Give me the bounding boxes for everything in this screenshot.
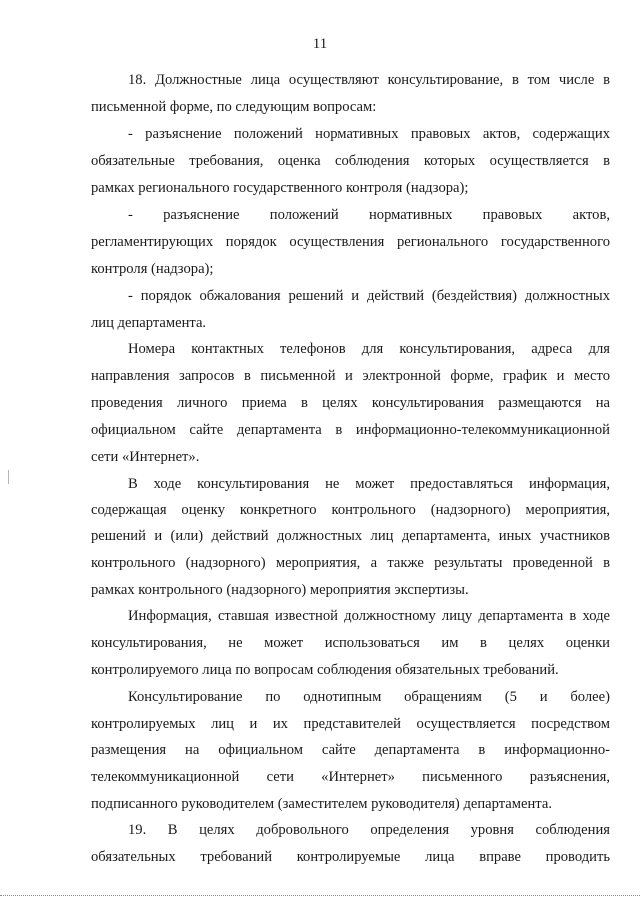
text-line: регламентирующих порядок осуществления регионального государственного — [91, 234, 610, 250]
text-line: официальном сайте департамента в информационно-телекоммуникационной — [91, 422, 610, 438]
text-line: - разъяснение положений нормативных правовых актов, содержащих — [128, 126, 610, 142]
text-line: размещения на официальном сайте департамента в информационно- — [91, 742, 610, 758]
text-line: консультирования, не может использоваться им в целях оценки — [91, 635, 610, 651]
text-line: рамках регионального государственного контроля (надзора); — [91, 180, 469, 196]
text-line: - разъяснение положений нормативных правовых актов, — [128, 207, 610, 223]
text-line: сети «Интернет». — [91, 449, 200, 465]
text-line: обязательных требований контролируемые лица вправе проводить — [91, 849, 610, 865]
text-line: - порядок обжалования решений и действий (бездействия) должностных — [128, 288, 610, 304]
text-line: контролируемого лица по вопросам соблюдения обязательных требований. — [91, 662, 559, 678]
scan-margin-mark — [8, 470, 9, 484]
text-line: Номера контактных телефонов для консультирования, адреса для — [128, 341, 610, 357]
text-line: решений и (или) действий должностных лиц департамента, иных участников — [91, 528, 610, 544]
text-line: содержащая оценку конкретного контрольного (надзорного) мероприятия, — [91, 502, 610, 518]
text-line: Информация, ставшая известной должностному лицу департамента в ходе — [128, 608, 610, 624]
text-line: проведения личного приема в целях консультирования размещаются на — [91, 395, 610, 411]
footer-rule — [0, 895, 640, 897]
text-line: направления запросов в письменной и электронной форме, график и место — [91, 368, 610, 384]
page-number: 11 — [312, 36, 328, 52]
text-line: Консультирование по однотипным обращениям (5 и более) — [128, 689, 610, 705]
text-line: рамках контрольного (надзорного) мероприятия экспертизы. — [91, 582, 469, 598]
text-line: контрольного (надзорного) мероприятия, а также результаты проведенной в — [91, 555, 610, 571]
text-line: письменной форме, по следующим вопросам: — [91, 99, 377, 115]
text-line: обязательные требования, оценка соблюдения которых осуществляется в — [91, 153, 610, 169]
text-line: 19. В целях добровольного определения уровня соблюдения — [128, 822, 610, 838]
text-line: контроля (надзора); — [91, 261, 214, 277]
text-line: лиц департамента. — [91, 315, 207, 331]
text-line: В ходе консультирования не может предоставляться информация, — [128, 476, 610, 492]
text-line: 18. Должностные лица осуществляют консультирование, в том числе в — [128, 72, 610, 88]
text-line: подписанного руководителем (заместителем руководителя) департамента. — [91, 796, 552, 812]
text-line: контролируемых лиц и их представителей осуществляется посредством — [91, 716, 610, 732]
text-line: телекоммуникационной сети «Интернет» письменного разъяснения, — [91, 769, 610, 785]
